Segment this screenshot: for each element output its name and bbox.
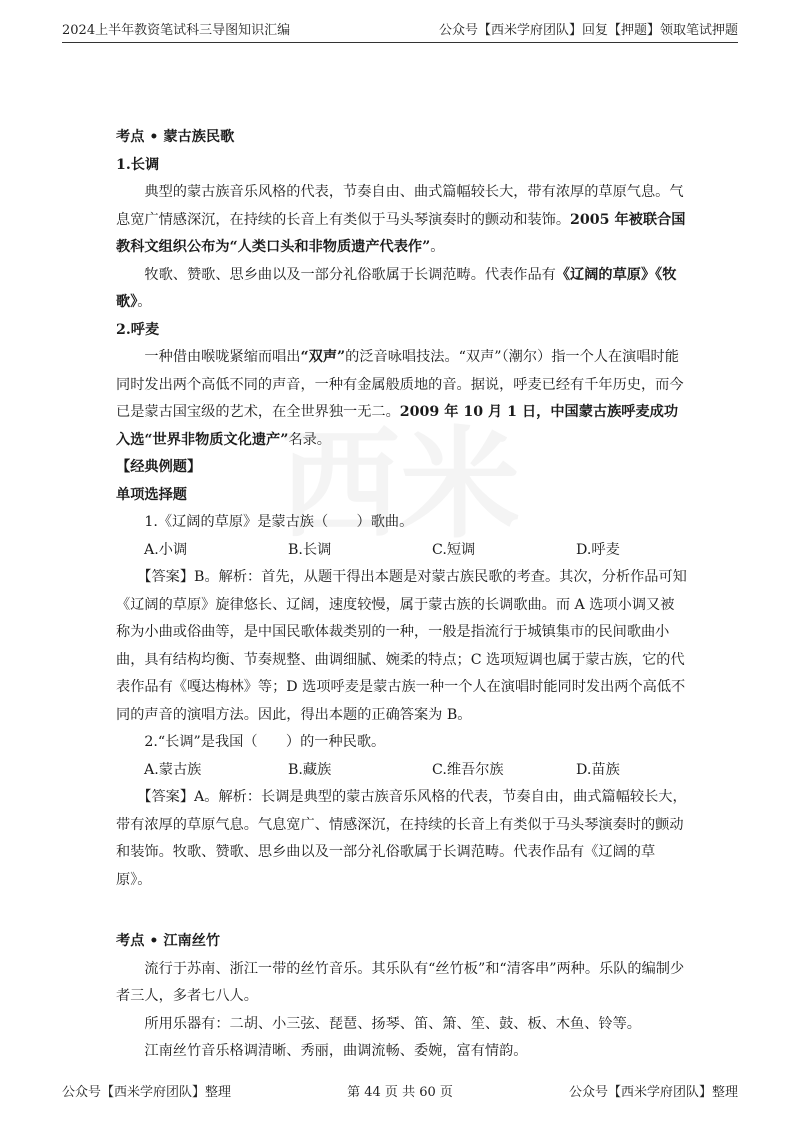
examples-heading: 【经典例题】 bbox=[116, 459, 202, 475]
question-type: 单项选择题 bbox=[116, 486, 187, 503]
paragraph-changdiao-2 bbox=[116, 262, 688, 317]
question-2-options bbox=[116, 757, 688, 785]
text: 典型的蒙古族音乐风格的代表，节奏自由、曲式篇幅较长大，带有浓厚的草原气息。气息宽广情感深沉，在持续的长音上有类似于马头琴演奏时的颤动和装饰。 bbox=[116, 184, 684, 228]
subheading-changdiao: 1.长调 bbox=[116, 156, 160, 173]
bold-text: 《辽阔的草原》《牧歌》 bbox=[116, 266, 677, 310]
answer-text: 【答案】A。解析：长调是典型的蒙古族音乐风格的代表，节奏自由，曲式篇幅较长大，带有浓厚的草原气息。气息宽广、情感深沉，在持续的长音上有类似于马头琴演奏时的颤动和装饰。牧歌、赞歌、思乡曲以及一部分礼俗歌属于长调范畴。代表作品有《辽阔的草原》。 bbox=[116, 789, 687, 888]
paragraph-jiangnan-2 bbox=[116, 1011, 688, 1039]
page-content bbox=[116, 124, 688, 1066]
option-a: A.蒙古族 bbox=[144, 761, 202, 778]
bold-text: “双声” bbox=[300, 349, 346, 365]
page-header bbox=[62, 20, 738, 43]
option-c: C.维吾尔族 bbox=[432, 761, 504, 778]
text: 牧歌、赞歌、思乡曲以及一部分礼俗歌属于长调范畴。代表作品有 bbox=[144, 266, 556, 283]
section-gap bbox=[116, 894, 688, 928]
answer-text: 【答案】B。解析：首先，从题干得出本题是对蒙古族民歌的考查。其次，分析作品可知《辽阔的草原》旋律悠长、辽阔，速度较慢，属于蒙古族的长调歌曲。而 A 选项小调又被称为小曲或俗曲等，是中国民歌体裁类别的一种，一般是指流行于城镇集市的民间歌曲小曲，具有结构均衡、节奏规整、曲调细腻、婉柔的特点；C 选项短调也属于蒙古族，它的代表作品有《嘎达梅林》等；D 选项呼麦是蒙古族一种一个人在演唱时能同时发出两个高低不同的声音的演唱方法。因此，得出本题的正确答案为 B。 bbox=[116, 569, 687, 723]
question-2 bbox=[116, 729, 688, 757]
section-title-jiangnan: 考点 • 江南丝竹 bbox=[116, 933, 221, 949]
question-1 bbox=[116, 509, 688, 537]
option-d: D.苗族 bbox=[576, 761, 620, 778]
text: 一种借由喉咙紧缩而唱出 bbox=[144, 349, 301, 365]
header-title: 2024上半年教资笔试科三导图知识汇编 bbox=[62, 23, 291, 38]
text: 。 bbox=[137, 294, 152, 310]
text: 流行于苏南、浙江一带的丝竹音乐。其乐队有“丝竹板”和“清客串”两种。乐队的编制少者三人，多者七八人。 bbox=[116, 960, 685, 1004]
header-promo: 公众号【西米学府团队】回复【押题】领取笔试押题 bbox=[438, 23, 738, 38]
option-c: C.短调 bbox=[432, 541, 476, 558]
option-b: B.藏族 bbox=[288, 761, 332, 778]
option-d: D.呼麦 bbox=[576, 541, 620, 558]
bold-text: 2005 年被联合国教科文组织公布为“人类口头和非物质遗产代表作” bbox=[116, 211, 686, 255]
answer-2 bbox=[116, 784, 688, 894]
paragraph-humai bbox=[116, 344, 688, 454]
paragraph-jiangnan-1 bbox=[116, 956, 688, 1011]
footer-left: 公众号【西米学府团队】整理 bbox=[62, 1085, 232, 1100]
bold-text: 2009 年 10 月 1 日，中国蒙古族呼麦成功入选“世界非物质文化遗产” bbox=[116, 404, 679, 448]
option-b: B.长调 bbox=[288, 541, 332, 558]
paragraph-jiangnan-3 bbox=[116, 1038, 688, 1066]
section-title-mongolian: 考点 • 蒙古族民歌 bbox=[116, 129, 235, 145]
option-a: A.小调 bbox=[144, 541, 188, 558]
page-footer bbox=[62, 1083, 738, 1103]
text: 所用乐器有：二胡、小三弦、琵琶、扬琴、笛、箫、笙、鼓、板、木鱼、铃等。 bbox=[144, 1015, 641, 1032]
text: 江南丝竹音乐格调清晰、秀丽，曲调流畅、委婉，富有情韵。 bbox=[144, 1043, 528, 1059]
paragraph-changdiao-1 bbox=[116, 179, 688, 262]
text: 。 bbox=[430, 239, 445, 255]
footer-right: 公众号【西米学府团队】整理 bbox=[568, 1085, 738, 1100]
question-1-options bbox=[116, 537, 688, 565]
page-number: 第 44 页 共 60 页 bbox=[347, 1085, 453, 1100]
text: 的泛音咏唱技法。“双声”（潮尔）指一个人在演唱时能同时发出两个高低不同的声音，一种有金属般质地的音。据说，呼麦已经有千年历史，而今已是蒙古国宝级的艺术，在全世界独一无二。 bbox=[116, 349, 684, 420]
question-text: 1.《辽阔的草原》是蒙古族（ ）歌曲。 bbox=[144, 514, 414, 530]
question-text: 2.“长调”是我国（ ）的一种民歌。 bbox=[144, 734, 386, 750]
text: 名录。 bbox=[288, 431, 331, 448]
answer-1 bbox=[116, 564, 688, 729]
subheading-humai: 2.呼麦 bbox=[116, 321, 160, 338]
